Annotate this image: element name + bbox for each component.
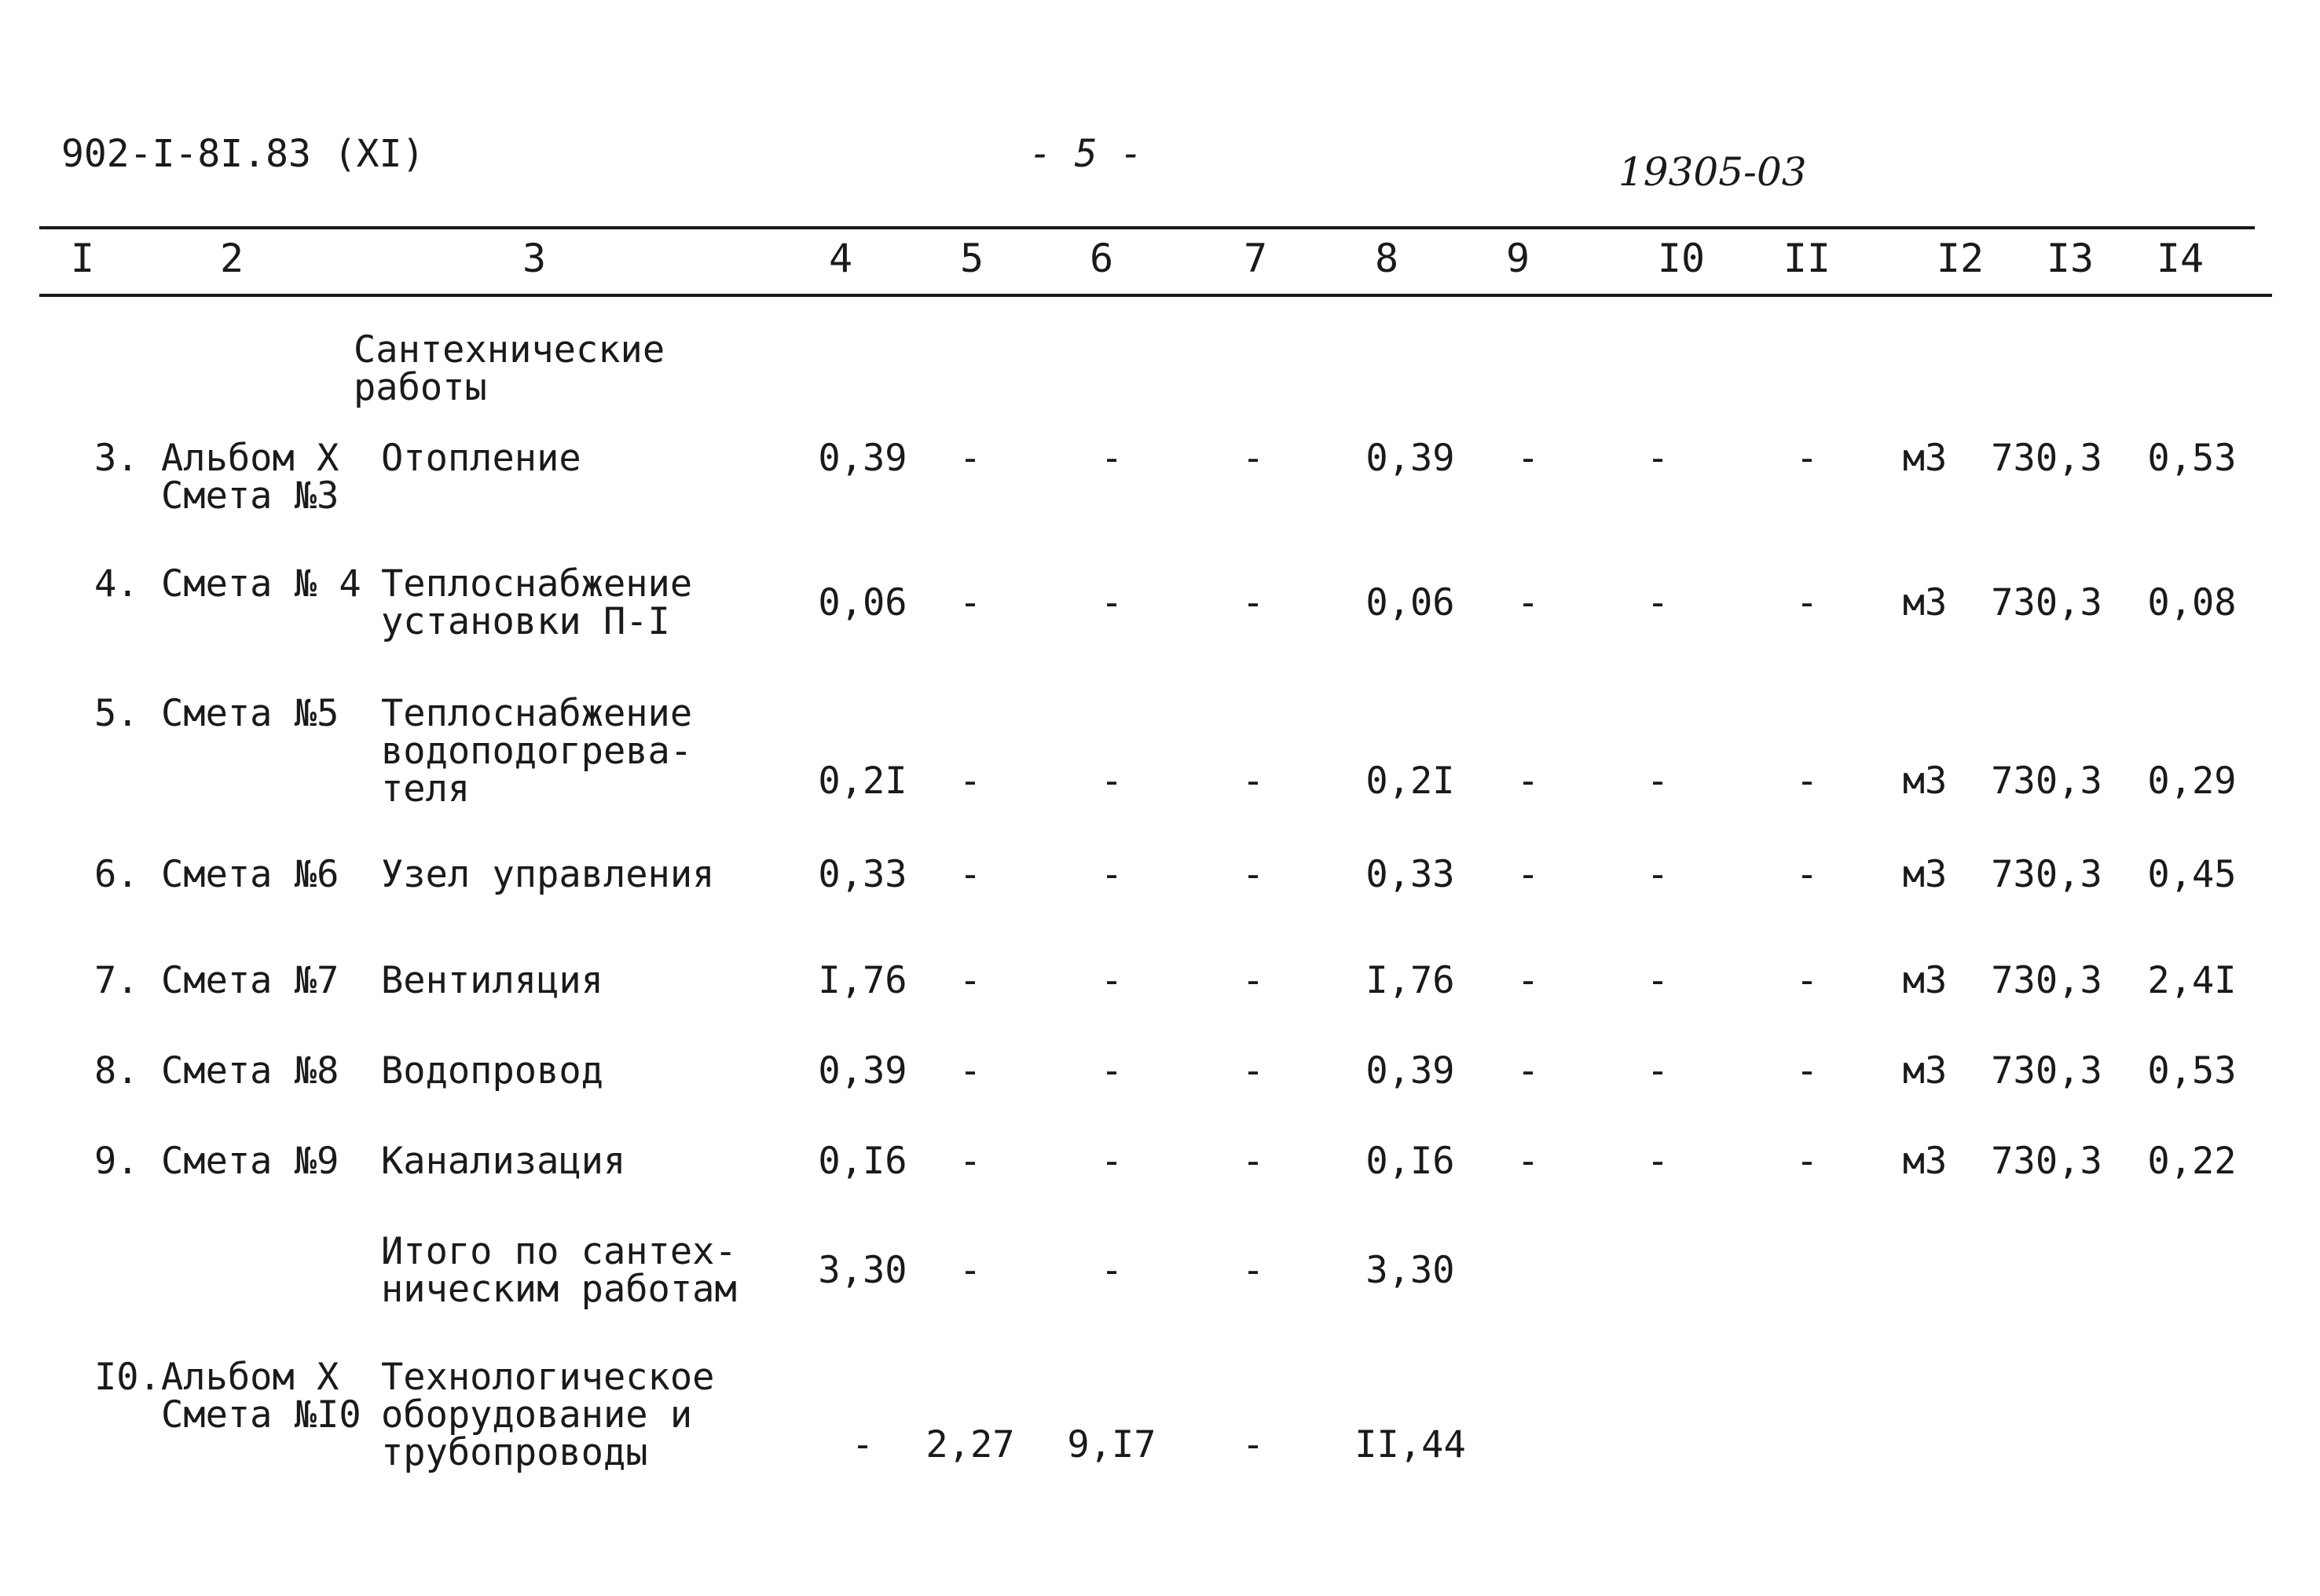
work-name: Вентиляция bbox=[381, 959, 603, 1002]
value-c4: 0,39 bbox=[818, 1049, 907, 1093]
value-c14: 0,08 bbox=[2147, 581, 2237, 624]
value-c14: 2,4I bbox=[2147, 959, 2237, 1002]
estimate-reference: Альбом X Смета №I0 bbox=[161, 1356, 361, 1437]
table-top-rule bbox=[39, 226, 2255, 229]
work-name: Теплоснабжение установки П-I bbox=[381, 562, 693, 643]
column-header-12: I2 bbox=[1936, 236, 1985, 281]
value-c9: - bbox=[1516, 1049, 1540, 1093]
value-c13: 730,3 bbox=[1991, 1049, 2102, 1093]
value-c8: 3,30 bbox=[1365, 1249, 1455, 1292]
value-c5: 2,27 bbox=[925, 1423, 1015, 1467]
column-header-3: 3 bbox=[522, 236, 547, 281]
value-c7: - bbox=[1241, 760, 1265, 803]
value-c14: 0,29 bbox=[2147, 760, 2237, 803]
value-c11: - bbox=[1795, 760, 1819, 803]
value-c10: - bbox=[1646, 581, 1669, 624]
work-name: Теплоснабжение водоподогрева- теля bbox=[381, 692, 693, 811]
value-c11: - bbox=[1795, 1049, 1819, 1093]
column-header-7: 7 bbox=[1243, 236, 1268, 281]
column-header-1: I bbox=[70, 236, 95, 281]
value-c5: - bbox=[958, 959, 982, 1002]
value-c9: - bbox=[1516, 760, 1540, 803]
column-header-14: I4 bbox=[2156, 236, 2205, 281]
value-c5: - bbox=[958, 1249, 982, 1292]
value-c4: 0,2I bbox=[818, 760, 907, 803]
value-c6: - bbox=[1100, 1249, 1123, 1292]
value-c13: 730,3 bbox=[1991, 959, 2102, 1002]
value-c14: 0,53 bbox=[2147, 437, 2237, 480]
value-c4: 0,39 bbox=[818, 437, 907, 480]
value-c7: - bbox=[1241, 959, 1265, 1002]
value-c11: - bbox=[1795, 581, 1819, 624]
work-name: Водопровод bbox=[381, 1049, 603, 1093]
value-c10: - bbox=[1646, 1140, 1669, 1183]
value-c11: - bbox=[1795, 437, 1819, 480]
value-c8: 0,2I bbox=[1365, 760, 1455, 803]
value-c7: - bbox=[1241, 581, 1265, 624]
value-c9: - bbox=[1516, 1140, 1540, 1183]
value-c13: 730,3 bbox=[1991, 437, 2102, 480]
work-name: Канализация bbox=[381, 1140, 626, 1183]
value-c13: 730,3 bbox=[1991, 853, 2102, 896]
work-name: Технологическое оборудование и трубопроводы bbox=[381, 1356, 715, 1474]
row-number: 4. bbox=[94, 562, 139, 606]
estimate-reference: Альбом X Смета №3 bbox=[161, 437, 339, 518]
page-number: - 5 - bbox=[1029, 132, 1143, 176]
work-name: Итого по сантех- ническим работам bbox=[381, 1230, 737, 1311]
value-c9: - bbox=[1516, 853, 1540, 896]
estimate-reference: Смета №9 bbox=[161, 1140, 339, 1183]
value-c7: - bbox=[1241, 1249, 1265, 1292]
value-c6: - bbox=[1100, 760, 1123, 803]
reference-code: 19305-03 bbox=[1618, 149, 1807, 195]
value-c8: 0,I6 bbox=[1365, 1140, 1455, 1183]
value-c8: 0,33 bbox=[1365, 853, 1455, 896]
value-c7: - bbox=[1241, 1049, 1265, 1093]
value-c14: 0,53 bbox=[2147, 1049, 2237, 1093]
value-c7: - bbox=[1241, 437, 1265, 480]
column-header-13: I3 bbox=[2046, 236, 2095, 281]
column-header-2: 2 bbox=[219, 236, 244, 281]
column-header-9: 9 bbox=[1505, 236, 1530, 281]
value-c9: - bbox=[1516, 437, 1540, 480]
value-c8: 0,39 bbox=[1365, 1049, 1455, 1093]
value-c12: м3 bbox=[1902, 437, 1948, 480]
column-header-11: II bbox=[1783, 236, 1831, 281]
section-title: Сантехнические работы bbox=[354, 328, 665, 409]
value-c6: - bbox=[1100, 437, 1123, 480]
value-c6: - bbox=[1100, 1049, 1123, 1093]
value-c8: 0,39 bbox=[1365, 437, 1455, 480]
estimate-reference: Смета № 4 bbox=[161, 562, 361, 606]
value-c12: м3 bbox=[1902, 1140, 1948, 1183]
estimate-reference: Смета №7 bbox=[161, 959, 339, 1002]
value-c6: - bbox=[1100, 1140, 1123, 1183]
value-c12: м3 bbox=[1902, 1049, 1948, 1093]
value-c6: - bbox=[1100, 959, 1123, 1002]
value-c4: - bbox=[851, 1423, 874, 1467]
value-c14: 0,22 bbox=[2147, 1140, 2237, 1183]
value-c4: I,76 bbox=[818, 959, 907, 1002]
column-header-8: 8 bbox=[1374, 236, 1399, 281]
row-number: 6. bbox=[94, 853, 139, 896]
value-c9: - bbox=[1516, 959, 1540, 1002]
value-c8: II,44 bbox=[1354, 1423, 1466, 1467]
work-name: Узел управления bbox=[381, 853, 715, 896]
value-c5: - bbox=[958, 760, 982, 803]
row-number: 7. bbox=[94, 959, 139, 1002]
column-header-4: 4 bbox=[828, 236, 853, 281]
row-number: 3. bbox=[94, 437, 139, 480]
value-c5: - bbox=[958, 581, 982, 624]
estimate-reference: Смета №5 bbox=[161, 692, 339, 735]
value-c5: - bbox=[958, 437, 982, 480]
value-c14: 0,45 bbox=[2147, 853, 2237, 896]
value-c6: - bbox=[1100, 853, 1123, 896]
estimate-reference: Смета №6 bbox=[161, 853, 339, 896]
value-c12: м3 bbox=[1902, 959, 1948, 1002]
table-header-rule bbox=[39, 294, 2272, 297]
value-c7: - bbox=[1241, 1140, 1265, 1183]
value-c7: - bbox=[1241, 1423, 1265, 1467]
value-c12: м3 bbox=[1902, 581, 1948, 624]
value-c12: м3 bbox=[1902, 760, 1948, 803]
value-c8: I,76 bbox=[1365, 959, 1455, 1002]
value-c10: - bbox=[1646, 1049, 1669, 1093]
row-number: I0. bbox=[94, 1356, 161, 1399]
value-c7: - bbox=[1241, 853, 1265, 896]
value-c13: 730,3 bbox=[1991, 760, 2102, 803]
value-c4: 3,30 bbox=[818, 1249, 907, 1292]
document-code: 902-I-8I.83 (XI) bbox=[61, 132, 425, 176]
value-c4: 0,06 bbox=[818, 581, 907, 624]
value-c4: 0,33 bbox=[818, 853, 907, 896]
row-number: 5. bbox=[94, 692, 139, 735]
value-c11: - bbox=[1795, 853, 1819, 896]
value-c5: - bbox=[958, 1049, 982, 1093]
value-c10: - bbox=[1646, 853, 1669, 896]
estimate-reference: Смета №8 bbox=[161, 1049, 339, 1093]
column-header-10: I0 bbox=[1657, 236, 1706, 281]
value-c11: - bbox=[1795, 1140, 1819, 1183]
value-c11: - bbox=[1795, 959, 1819, 1002]
value-c6: - bbox=[1100, 581, 1123, 624]
value-c13: 730,3 bbox=[1991, 581, 2102, 624]
value-c5: - bbox=[958, 1140, 982, 1183]
column-header-6: 6 bbox=[1089, 236, 1114, 281]
row-number: 8. bbox=[94, 1049, 139, 1093]
value-c10: - bbox=[1646, 437, 1669, 480]
value-c9: - bbox=[1516, 581, 1540, 624]
value-c10: - bbox=[1646, 760, 1669, 803]
value-c6: 9,I7 bbox=[1067, 1423, 1156, 1467]
value-c10: - bbox=[1646, 959, 1669, 1002]
value-c13: 730,3 bbox=[1991, 1140, 2102, 1183]
work-name: Отопление bbox=[381, 437, 581, 480]
value-c5: - bbox=[958, 853, 982, 896]
value-c8: 0,06 bbox=[1365, 581, 1455, 624]
column-header-5: 5 bbox=[959, 236, 984, 281]
value-c12: м3 bbox=[1902, 853, 1948, 896]
value-c4: 0,I6 bbox=[818, 1140, 907, 1183]
row-number: 9. bbox=[94, 1140, 139, 1183]
